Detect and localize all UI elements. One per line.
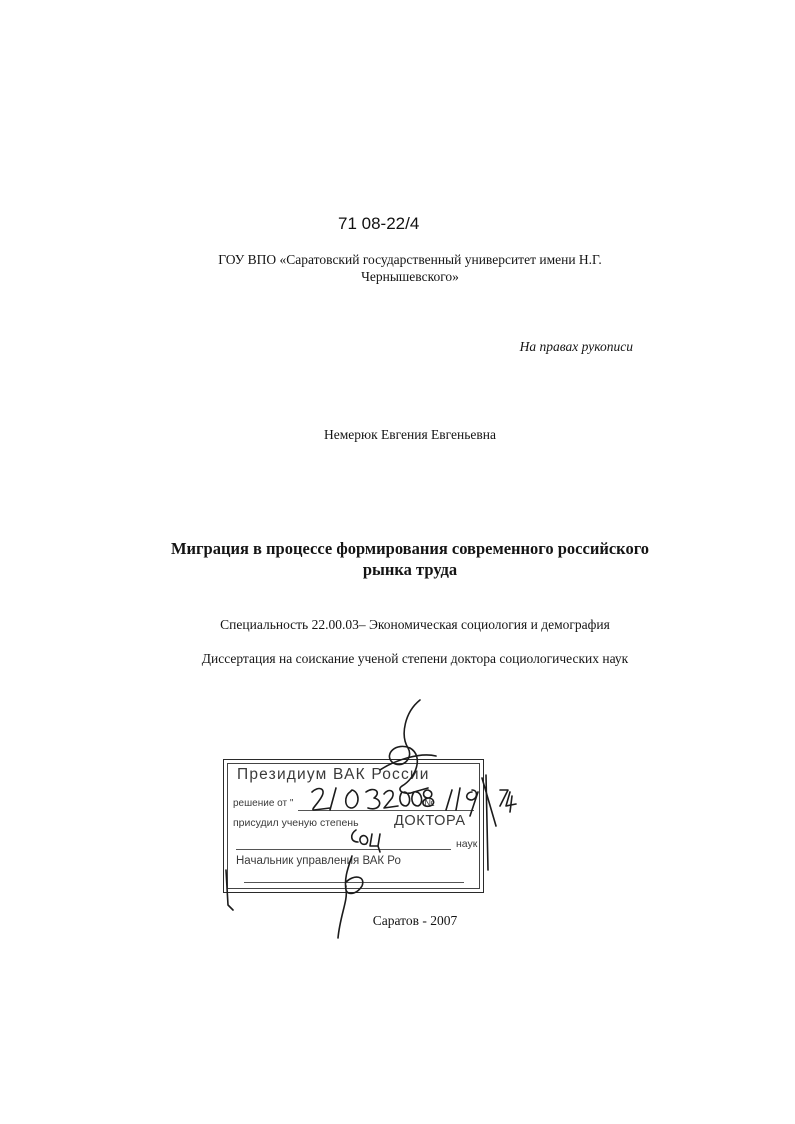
stamp-head-label: Начальник управления ВАК Ро [236,855,401,867]
dissertation-title: Миграция в процессе формирования современного российского рынка труда [170,539,650,579]
degree-statement: Диссертация на соискание ученой степени доктора социологических наук [201,651,629,666]
stamp-awarded-label: присудил ученую степень [233,817,359,829]
stamp-field-line [236,849,451,850]
vak-stamp [223,759,484,893]
stamp-sciences-label: наук [456,838,478,850]
stamp-degree: ДОКТОРА [394,813,466,829]
stamp-title: Президиум ВАК России [237,766,430,783]
university-name: ГОУ ВПО «Саратовский государственный университет имени Н.Г. Чернышевского» [218,252,602,284]
manuscript-rights-note: На правах рукописи [519,339,633,354]
specialty-line: Специальность 22.00.03– Экономическая социология и демография [220,617,610,632]
document-code: 71 08-22/4 [338,214,420,233]
stamp-signature-line [244,882,464,883]
city-year: Саратов - 2007 [372,913,458,928]
right-margin-mark [486,775,488,870]
author-name: Немерюк Евгения Евгеньевна [324,427,496,442]
stamp-number-label: № [424,798,435,809]
stamp-date-line [298,810,474,811]
stamp-decision-label: решение от " [233,798,294,809]
